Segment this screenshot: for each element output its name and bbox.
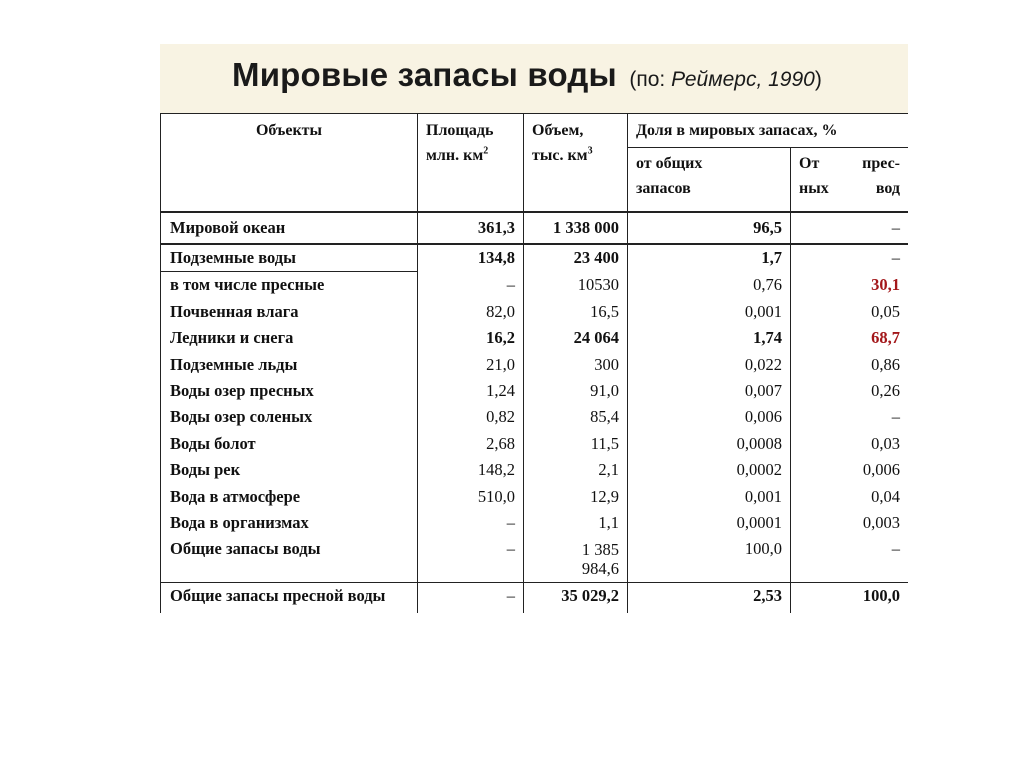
table-row — [161, 272, 909, 299]
row-volume: 91,0 — [524, 378, 628, 404]
row-volume-line2: 984,6 — [581, 559, 619, 579]
header-volume-sup: 3 — [587, 145, 593, 157]
row-name: Мировой океан — [161, 212, 418, 244]
source-author: Реймерс, 1990 — [671, 68, 815, 91]
water-reserves-table-wrap — [160, 113, 908, 613]
row-volume: 11,5 — [524, 431, 628, 457]
header-area-line1: Площадь — [426, 122, 494, 139]
header-share: Доля в мировых запасах, % — [628, 114, 909, 148]
row-share-fresh: 0,86 — [791, 352, 909, 378]
header-area-line2: млн. км — [426, 147, 484, 164]
row-volume: 10530 — [524, 272, 628, 299]
table-row — [161, 583, 909, 613]
row-share-fresh: – — [791, 212, 909, 244]
row-share-fresh: 68,7 — [791, 325, 909, 351]
row-name: в том числе пресные — [170, 275, 325, 295]
row-name: Воды озер соленых — [170, 407, 313, 427]
row-volume: 12,9 — [524, 484, 628, 510]
row-name: Воды озер пресных — [170, 381, 314, 401]
table-row — [161, 244, 909, 272]
header-share-total-line2: запасов — [636, 180, 691, 197]
row-volume: 300 — [524, 352, 628, 378]
row-share-total: 1,74 — [628, 325, 791, 351]
row-share-fresh: 0,26 — [791, 378, 909, 404]
row-name: Подземные льды — [170, 354, 298, 374]
row-share-total: 2,53 — [628, 583, 791, 613]
row-area: 2,68 — [418, 431, 524, 457]
row-name: Воды рек — [170, 460, 241, 480]
row-volume: 2,1 — [524, 457, 628, 483]
row-volume: 24 064 — [524, 325, 628, 351]
row-volume-line1: 1 385 — [581, 540, 619, 560]
row-share-fresh: – — [791, 536, 909, 583]
row-share-total: 0,76 — [628, 272, 791, 299]
table-row — [161, 325, 909, 351]
row-name: Воды болот — [170, 433, 256, 453]
header-objects: Объекты — [161, 114, 418, 213]
row-area: 16,2 — [418, 325, 524, 351]
header-share-total — [628, 148, 791, 213]
header-area — [418, 114, 524, 213]
table-row — [161, 431, 909, 457]
header-share-fresh-line1: От прес- — [799, 155, 900, 172]
row-share-fresh: 0,003 — [791, 510, 909, 536]
header-share-fresh — [791, 148, 909, 213]
row-share-total: 0,006 — [628, 404, 791, 430]
row-volume: 1 338 000 — [524, 212, 628, 244]
header-area-sup: 2 — [483, 145, 489, 157]
row-area: – — [418, 583, 524, 613]
row-area: 1,24 — [418, 378, 524, 404]
row-share-fresh: 100,0 — [791, 583, 909, 613]
row-name: Подземные воды — [161, 244, 418, 272]
row-share-total: 0,0008 — [628, 431, 791, 457]
header-share-total-line1: от общих — [636, 155, 703, 172]
table-row — [161, 484, 909, 510]
page-title — [232, 56, 822, 94]
row-share-total: 0,022 — [628, 352, 791, 378]
row-area: 134,8 — [418, 244, 524, 272]
header-volume — [524, 114, 628, 213]
row-name: Общие запасы воды — [161, 536, 418, 583]
table-row — [161, 299, 909, 325]
row-name: Ледники и снега — [170, 328, 294, 348]
row-name: Общие запасы пресной воды — [170, 586, 386, 606]
table-row — [161, 212, 909, 244]
row-share-total: 1,7 — [628, 244, 791, 272]
row-name: Почвенная влага — [170, 301, 299, 321]
row-area: 148,2 — [418, 457, 524, 483]
row-area: 82,0 — [418, 299, 524, 325]
row-name: Вода в атмосфере — [170, 486, 301, 506]
row-share-fresh: – — [791, 404, 909, 430]
row-area: – — [418, 536, 524, 583]
row-share-total: 0,0002 — [628, 457, 791, 483]
title-main: Мировые запасы воды — [232, 56, 617, 93]
row-share-fresh: 0,04 — [791, 484, 909, 510]
header-share-fresh-line2: ных вод — [799, 180, 900, 197]
row-area: 510,0 — [418, 484, 524, 510]
table-row — [161, 536, 909, 583]
row-share-fresh: 0,03 — [791, 431, 909, 457]
table-row — [161, 352, 909, 378]
row-area: 0,82 — [418, 404, 524, 430]
row-share-total: 0,001 — [628, 484, 791, 510]
row-area: – — [418, 272, 524, 299]
row-volume: 23 400 — [524, 244, 628, 272]
source-suffix: ) — [814, 68, 822, 91]
title-source — [629, 68, 822, 91]
row-name: Вода в организмах — [170, 513, 309, 533]
row-area: 21,0 — [418, 352, 524, 378]
row-share-total: 0,0001 — [628, 510, 791, 536]
row-area: – — [418, 510, 524, 536]
row-share-total: 100,0 — [628, 536, 791, 583]
row-share-fresh: – — [791, 244, 909, 272]
source-prefix: (по: — [629, 68, 672, 91]
row-area: 361,3 — [418, 212, 524, 244]
row-volume: 16,5 — [524, 299, 628, 325]
row-share-total: 0,001 — [628, 299, 791, 325]
table-row — [161, 457, 909, 483]
table-row — [161, 510, 909, 536]
row-volume — [524, 536, 628, 583]
row-share-total: 96,5 — [628, 212, 791, 244]
header-volume-line1: Объем, — [532, 122, 584, 139]
row-volume: 1,1 — [524, 510, 628, 536]
table-row — [161, 404, 909, 430]
table-row — [161, 378, 909, 404]
row-volume: 85,4 — [524, 404, 628, 430]
header-volume-line2: тыс. км — [532, 147, 588, 164]
row-volume: 35 029,2 — [524, 583, 628, 613]
row-share-fresh: 0,006 — [791, 457, 909, 483]
row-share-fresh: 30,1 — [791, 272, 909, 299]
row-share-total: 0,007 — [628, 378, 791, 404]
water-reserves-table — [160, 113, 908, 613]
row-share-fresh: 0,05 — [791, 299, 909, 325]
